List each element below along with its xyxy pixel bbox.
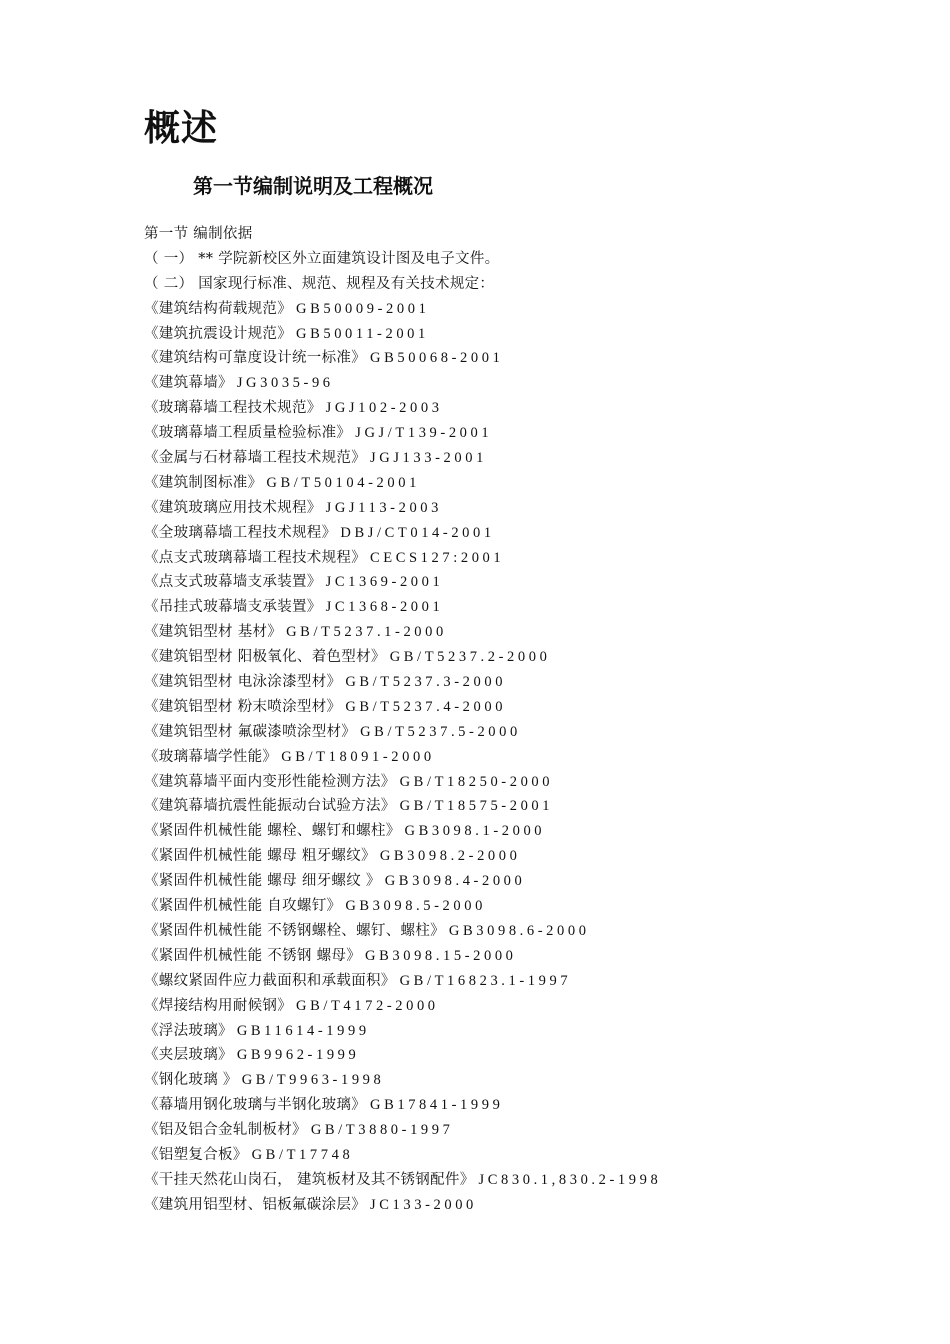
standard-item	[144, 720, 844, 745]
standard-item	[144, 322, 844, 347]
standard-item	[144, 919, 844, 944]
standard-title: 《建筑铝型材 氟碳漆喷涂型材》	[144, 723, 357, 740]
standard-item	[144, 1068, 844, 1093]
standard-code: GB17841-1999	[370, 1097, 504, 1114]
document-title: 概述	[144, 107, 219, 149]
standard-code: JC830.1,830.2-1998	[478, 1171, 662, 1188]
standard-code: GB3098.4-2000	[384, 873, 526, 890]
standard-title: 《点支式玻璃幕墙工程技术规程》	[144, 549, 366, 566]
basis-item: （ 二） 国家现行标准、规范、规程及有关技术规定：	[144, 275, 495, 292]
standard-code: GB50011-2001	[296, 325, 429, 342]
standard-title: 《玻璃幕墙工程质量检验标准》	[144, 425, 352, 442]
standard-item	[144, 794, 844, 819]
standard-code: JGJ/T139-2001	[355, 425, 493, 442]
standard-title: 《建筑结构荷载规范》	[144, 300, 292, 317]
standard-title: 《紧固件机械性能 螺母 细牙螺纹 》	[144, 873, 381, 890]
standard-title: 《钢化玻璃 》	[144, 1072, 238, 1089]
subheading: 第一节 编制依据	[144, 226, 253, 242]
standard-item	[144, 396, 844, 421]
standard-code: GB11614-1999	[236, 1022, 370, 1039]
standard-title: 《建筑幕墙抗震性能振动台试验方法》	[144, 798, 396, 815]
standard-code: GB/T5237.1-2000	[286, 624, 447, 641]
standard-code: GB3098.1-2000	[404, 823, 546, 840]
standard-title: 《建筑抗震设计规范》	[144, 325, 292, 342]
standard-title: 《建筑用铝型材、铝板氟碳涂层》	[144, 1196, 366, 1213]
standard-title: 《建筑结构可靠度设计统一标准》	[144, 350, 366, 367]
standard-code: GB/T16823.1-1997	[399, 972, 572, 989]
basis-item: （ 一） ** 学院新校区外立面建筑设计图及电子文件。	[144, 250, 500, 267]
standard-title: 《铝塑复合板》	[144, 1146, 248, 1163]
standard-title: 《吊挂式玻幕墙支承装置》	[144, 599, 322, 616]
standard-title: 《建筑铝型材 阳极氧化、着色型材》	[144, 649, 386, 666]
standard-title: 《金属与石材幕墙工程技术规范》	[144, 450, 366, 467]
standard-code: JC1368-2001	[325, 599, 444, 616]
standard-item	[144, 819, 844, 844]
standard-code: GB9962-1999	[236, 1047, 360, 1064]
standard-code: GB/T18575-2001	[399, 798, 554, 815]
standard-item	[144, 496, 844, 521]
standard-item	[144, 670, 844, 695]
standard-item	[144, 1093, 844, 1118]
standard-title: 《干挂天然花山岗石， 建筑板材及其不锈钢配件》	[144, 1171, 475, 1188]
standard-code: DBJ/CT014-2001	[340, 524, 495, 541]
standard-title: 《建筑幕墙平面内变形性能检测方法》	[144, 773, 396, 790]
standard-item	[144, 1043, 844, 1068]
standard-item	[144, 645, 844, 670]
standard-title: 《浮法玻璃》	[144, 1022, 233, 1039]
standard-code: JGJ133-2001	[370, 450, 487, 467]
standard-item	[144, 745, 844, 770]
standard-code: GB50009-2001	[296, 300, 430, 317]
standard-item	[144, 770, 844, 795]
standard-item	[144, 1019, 844, 1044]
standard-item	[144, 1193, 844, 1218]
standard-title: 《螺纹紧固件应力截面积和承载面积》	[144, 972, 396, 989]
standard-title: 《建筑铝型材 粉末喷涂型材》	[144, 698, 342, 715]
standard-title: 《建筑铝型材 基材》	[144, 624, 283, 641]
standard-item	[144, 969, 844, 994]
standard-code: JGJ102-2003	[325, 400, 443, 417]
standard-code: JC1369-2001	[325, 574, 444, 591]
standard-item	[144, 994, 844, 1019]
standard-item	[144, 695, 844, 720]
standard-item	[144, 521, 844, 546]
standard-item	[144, 570, 844, 595]
standard-item	[144, 421, 844, 446]
standard-item	[144, 297, 844, 322]
standard-title: 《紧固件机械性能 不锈钢 螺母》	[144, 947, 362, 964]
standard-title: 《幕墙用钢化玻璃与半钢化玻璃》	[144, 1097, 366, 1114]
standard-code: JGJ113-2003	[325, 499, 443, 516]
standard-item	[144, 620, 844, 645]
standard-code: GB/T3880-1997	[310, 1122, 454, 1139]
standard-code: GB/T5237.5-2000	[360, 723, 521, 740]
standard-item	[144, 371, 844, 396]
standard-title: 《全玻璃幕墙工程技术规程》	[144, 524, 337, 541]
standard-item	[144, 1168, 844, 1193]
standard-title: 《建筑铝型材 电泳涂漆型材》	[144, 674, 342, 691]
standard-title: 《点支式玻幕墙支承装置》	[144, 574, 322, 591]
standard-code: GB3098.6-2000	[448, 922, 590, 939]
standard-item	[144, 844, 844, 869]
standard-item	[144, 1118, 844, 1143]
standard-code: GB3098.15-2000	[365, 947, 517, 964]
standard-code: GB3098.5-2000	[345, 898, 486, 915]
standard-title: 《夹层玻璃》	[144, 1047, 233, 1064]
standard-item	[144, 944, 844, 969]
standard-item	[144, 446, 844, 471]
standard-title: 《紧固件机械性能 不锈钢螺栓、螺钉、螺柱》	[144, 922, 445, 939]
standard-item	[144, 346, 844, 371]
standard-title: 《紧固件机械性能 螺栓、螺钉和螺柱》	[144, 823, 401, 840]
standard-title: 《玻璃幕墙学性能》	[144, 748, 278, 765]
standard-item	[144, 471, 844, 496]
standard-title: 《建筑玻璃应用技术规程》	[144, 499, 322, 516]
standard-code: GB/T17748	[251, 1146, 354, 1163]
standard-code: JG3035-96	[236, 375, 334, 392]
standard-title: 《建筑制图标准》	[144, 474, 263, 491]
basis-list	[144, 222, 844, 1218]
standard-title: 《紧固件机械性能 螺母 粗牙螺纹》	[144, 848, 376, 865]
standard-title: 《建筑幕墙》	[144, 375, 233, 392]
standard-code: GB/T50104-2001	[266, 474, 420, 491]
standard-code: GB/T5237.2-2000	[389, 649, 551, 666]
standard-code: GB/T5237.4-2000	[345, 698, 507, 715]
standard-item	[144, 1143, 844, 1168]
standard-code: GB/T4172-2000	[296, 997, 439, 1014]
standard-code: GB3098.2-2000	[379, 848, 521, 865]
standard-code: JC133-2000	[370, 1196, 477, 1213]
standard-item	[144, 869, 844, 894]
standard-title: 《铝及铝合金轧制板材》	[144, 1122, 307, 1139]
standard-code: GB/T18091-2000	[281, 748, 435, 765]
standard-code: GB/T9963-1998	[241, 1072, 385, 1089]
standard-title: 《紧固件机械性能 自攻螺钉》	[144, 898, 342, 915]
standard-title: 《玻璃幕墙工程技术规范》	[144, 400, 322, 417]
standard-code: GB/T18250-2000	[399, 773, 554, 790]
standard-item	[144, 894, 844, 919]
standard-title: 《焊接结构用耐候钢》	[144, 997, 292, 1014]
section-heading: 第一节编制说明及工程概况	[193, 174, 433, 198]
standard-code: CECS127:2001	[370, 549, 505, 566]
standard-item	[144, 595, 844, 620]
standard-code: GB/T5237.3-2000	[345, 674, 507, 691]
standard-item	[144, 546, 844, 571]
standard-code: GB50068-2001	[370, 350, 504, 367]
